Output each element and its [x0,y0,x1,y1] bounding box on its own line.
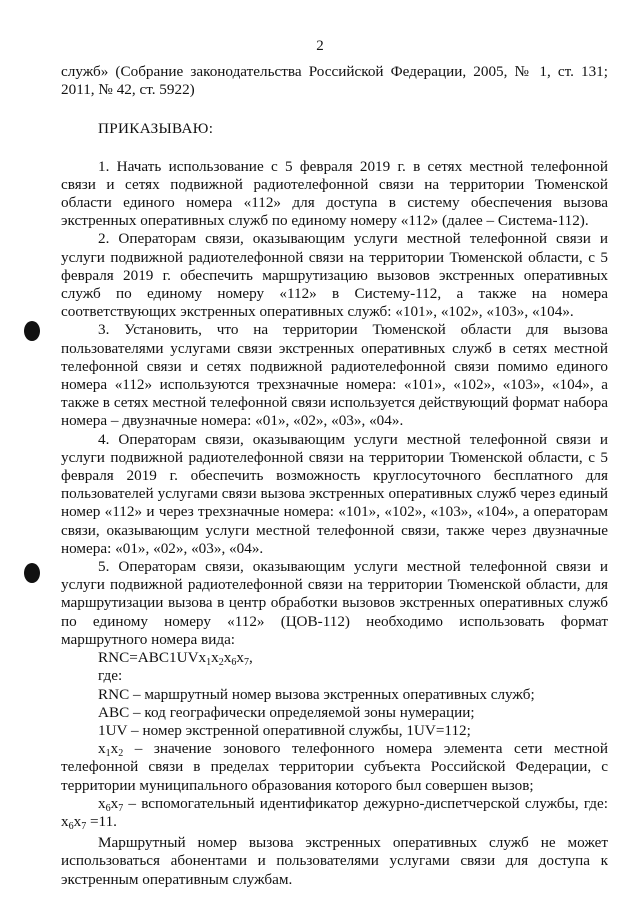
definition-1uv: 1UV – номер экстренной оперативной службы, 1UV=112; [98,721,471,739]
routing-number-formula: $RNC=ABC1UVx_1x_2x_6x_7$, [98,649,253,669]
definition-abc: ABC – код географически определяемой зоны нумерации; [98,703,475,721]
order-heading: ПРИКАЗЫВАЮ: [98,120,214,138]
document-body [61,63,608,889]
hole-punch-mark [24,321,40,341]
definition-rnc: RNC – маршрутный номер вызова экстренных оперативных служб; [98,685,535,703]
item-3: 3. Установить, что на территории Тюменской области для вызова пользователями услугами связи экстренных оперативных служб в сетях местной телефонной связи и сетях подвижной радиотелефонной связи помимо единого номера «112» используются трехзначные номера: «101», «102», «103», «104», а также в сетях местной телефонной связи используется действующий формат набора номера – двузначные номера: «01», «02», «03», «04». [61,321,608,430]
item-5: 5. Операторам связи, оказывающим услуги местной телефонной связи и услуги подвижной радиотелефонной связи на территории Тюменской области, для маршрутизации вызова в центр обработки вызовов экстренных оперативных служб по единому номеру «112» (ЦОВ-112) необходимо использовать формат маршрутного номера вида: [61,558,608,648]
where-label: где: [98,667,123,685]
page-number: 2 [316,38,324,54]
definition-x6x7: $x_6x_7$ – вспомогательный идентификатор дежурно-диспетчерской службы, где: $x_6x_7 =11$. [61,794,608,832]
item-2: 2. Операторам связи, оказывающим услуги местной телефонной связи и услуги подвижной радиотелефонной связи на территории Тюменской области, с 5 февраля 2019 г. обеспечить маршрутизацию вызовов экстренных оперативных служб по единому номеру «112» в Систему-112, а также на номера соответствующих экстренных оперативных служб: «101», «102», «103», «104». [61,230,608,321]
closing-paragraph: Маршрутный номер вызова экстренных оперативных служб не может использоваться абонентами и пользователями услугами связи для доступа к экстренным оперативным службам. [61,834,608,888]
item-1: 1. Начать использование с 5 февраля 2019 г. в сетях местной телефонной связи и сетях подвижной радиотелефонной связи на территории Тюменской области единого номера «112» для доступа в систему обеспечения вызова экстренных оперативных служб по единому номеру «112» (далее – Система-112). [61,157,608,230]
intro-paragraph: служб» (Собрание законодательства Российской Федерации, 2005, № 1, ст. 131; 2011, № 42, ст. 5922) [61,63,608,99]
item-4: 4. Операторам связи, оказывающим услуги местной телефонной связи и услуги подвижной радиотелефонной связи на территории Тюменской области, с 5 февраля 2019 г. обеспечить возможность круглосуточного бесплатного для пользователей услугами связи вызова экстренных оперативных служб через единый номер «112» и через трехзначные номера: «101», «102», «103», «104», а операторам связи, оказывающим услуги местной телефонной связи, также через двузначные номера: «01», «02», «03», «04». [61,430,608,557]
hole-punch-mark [24,563,40,583]
formula-lead: RNC=ABC1UVx [98,649,207,667]
definition-x1x2: $x_1x_2$ – значение зонового телефонного номера элемента сети местной телефонной связи в пределах территории субъекта Российской Федерации, с территории муниципального образования которого был совершен вызов; [61,740,608,794]
